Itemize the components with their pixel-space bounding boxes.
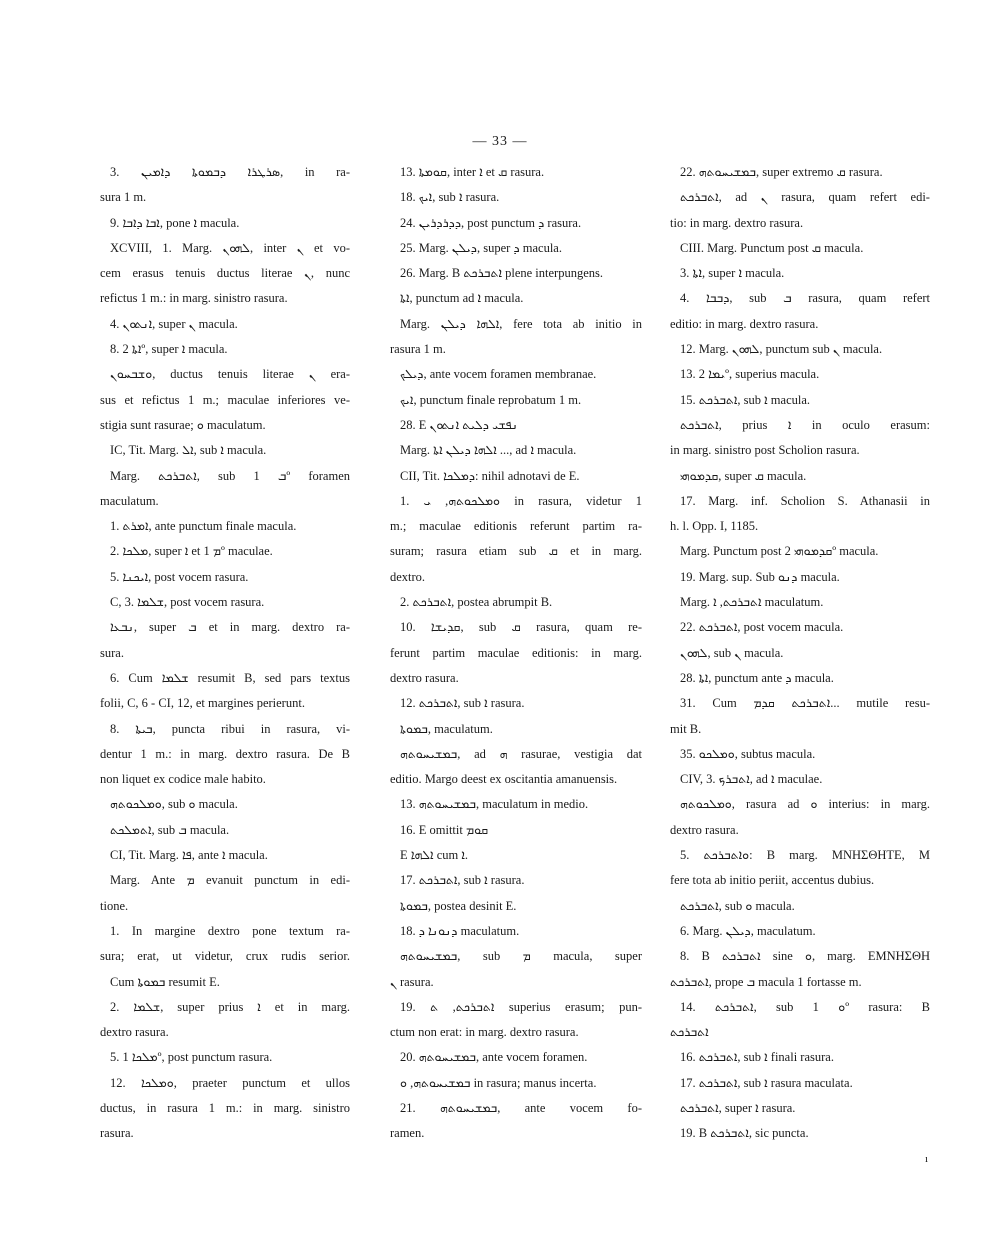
text-line: 16. E omittit ܩܘܡ [400, 822, 489, 837]
text-line: 6. Marg. ܕܝܠܢ, maculatum. [680, 923, 816, 938]
text-line: CIV, 3. ܐܬܒܪܟ, ad ܐ maculae. [680, 772, 823, 787]
text-line: sus et refictus 1 m.; maculae inferiores ve- [100, 392, 350, 407]
text-line: ܐܬܒܪܟܬ, super ܐ rasura. [680, 1100, 796, 1115]
text-line: dextro rasura. [100, 1025, 169, 1040]
text-line: 1. ܐܡܪܬ, ante punctum finale macula. [110, 519, 297, 534]
text-line: ܐܬܒܪܟܬ [670, 1025, 709, 1040]
text-line: IC, Tit. Marg. ܐܠ, sub ܐ macula. [110, 443, 267, 458]
text-line: sura; erat, ut videtur, crux rudis serior. [100, 949, 350, 964]
page-number: — 33 — [472, 134, 528, 149]
text-line: dextro rasura. [390, 670, 459, 685]
text-line: 17. ܐܬܒܪܟܬ, sub ܐ rasura. [400, 873, 525, 888]
text-line: cem erasus tenuis ductus literae ܢ, nunc [100, 266, 350, 281]
text-line: 8. B ܐܬܒܪܟܬ sine ܘ, marg. ΕΜΝΗΣΘΗ [680, 949, 930, 964]
text-line: Marg. ܐܬܒܪܟܬ, ܐ maculatum. [680, 595, 824, 610]
text-line: Marg. Punctum post ܩܕܡܘܗܝ 2º macula. [680, 544, 879, 559]
text-line: 24. ܕܕܪܕܪܝܢ, post punctum ܕ rasura. [400, 215, 582, 230]
text-line: sura. [100, 645, 124, 660]
text-line: ܐܬܒܪܟܬ, prius ܐ in oculo erasum: [680, 417, 930, 432]
text-line: suram; rasura etiam sub ܩ et in marg. [390, 544, 642, 559]
text-line: ܘܡܠܟܘܬܗ, sub ܘ macula. [110, 797, 238, 812]
text-line: 25. Marg. ܕܝܠܢ, super ܕ macula. [400, 240, 562, 255]
text-line: CIII. Marg. Punctum post ܩ macula. [680, 240, 864, 255]
text-line: 18. ܕܢܘܢܐ ܕ maculatum. [400, 923, 520, 938]
text-line: Marg. ܐܠܗܐ ܕܝܠܢ, fere tota ab initio in [400, 316, 642, 331]
text-line: ramen. [390, 1126, 425, 1141]
text-line: 8. ܒܝܬܐ, puncta ribui in rasura, vi- [110, 721, 350, 736]
text-line: ܒܡܘܬܐ, postea desinit E. [400, 898, 517, 913]
text-line: 1. In margine dextro pone textum ra- [110, 923, 350, 938]
text-line: ܐܬܡܠܟܬ, sub ܒ macula. [110, 822, 230, 837]
text-line: 35. ܘܡܠܟܘ, subtus macula. [680, 746, 816, 761]
text-line: Cum ܒܡܘܬܐ resumit E. [110, 974, 220, 989]
text-line: 17. ܐܬܒܪܟܬ, sub ܐ rasura maculata. [680, 1075, 853, 1090]
text-line: 1. ܘܡܠܟܘܬܗ, ܝ in rasura, videtur 1 [400, 493, 642, 508]
text-line: non liquet ex codice male habito. [100, 772, 266, 787]
text-line: ductus, in rasura 1 m.: in marg. sinistro [100, 1100, 350, 1115]
text-line: 13. ܩܘܡܬܐ, inter ܐ et ܩ rasura. [400, 165, 545, 179]
text-line: 6. Cum ܫܠܡܐ resumit B, sed pars textus [110, 670, 350, 685]
text-line: 17. Marg. inf. Scholion S. Athanasii in [680, 493, 930, 508]
text-line: tio: in marg. dextro rasura. [670, 215, 804, 230]
text-line: 4. ܕܒܒܐ, sub ܒ rasura, quam refert [680, 291, 930, 306]
text-line: ܐܬܒܪܟܬ, prope ܒ macula 1 fortasse m. [670, 974, 862, 989]
text-line: dextro. [390, 569, 426, 584]
text-line: 13. ܒܡܫܝܚܘܬܗ, maculatum in medio. [400, 797, 589, 812]
text-line: 12. ܘܡܠܟܐ, praeter punctum et ullos [110, 1075, 350, 1090]
text-line: ܠܗܘܢ, sub ܢ macula. [680, 645, 784, 660]
text-line: 13. ܝܡܐ 2º, superius macula. [680, 367, 820, 382]
text-line: editio. Margo deest ex oscitantia amanuensis. [390, 772, 618, 787]
text-line: 18. ܐܝܟ, sub ܐ rasura. [400, 190, 500, 205]
text-line: 2. ܡܠܟܐ, super ܐ et ܡ 1º maculae. [110, 544, 273, 559]
text-line: 19. Marg. sup. Sub ܕܢܘ macula. [680, 569, 840, 584]
text-line: h. l. Opp. I, 1185. [670, 519, 759, 534]
text-line: 4. ܐܢܬܘܢ, super ܢ macula. [110, 316, 238, 331]
text-line: ܘܡܠܟܘܬܗ, rasura ad ܘ interius: in marg. [680, 797, 930, 812]
column-right [670, 160, 930, 1147]
text-line: rasura. [100, 1126, 134, 1141]
text-line: ctum non erat: in marg. dextro rasura. [390, 1025, 579, 1040]
text-line: ܕܝܠܟ, ante vocem foramen membranae. [400, 367, 597, 382]
text-line: rasura 1 m. [390, 342, 446, 357]
text-line: XCVIII, 1. Marg. ܠܗܘܢ, inter ܢ et vo- [110, 240, 350, 255]
text-line: Marg. ܐܠܗܐ ܕܝܠܢ ܐܬܐ ..., ad ܐ macula. [400, 443, 577, 458]
text-line: fere tota ab initio periit, accentus dubius. [670, 873, 875, 888]
text-line: 5. ܐܝܟܢܐ, post vocem rasura. [110, 569, 249, 584]
text-line: sura 1 m. [100, 190, 147, 205]
text-line: ܢܒܥܐ, super ܒ et in marg. dextro ra- [110, 620, 350, 635]
text-line: Marg. Ante ܡ evanuit punctum in edi- [110, 873, 350, 888]
text-line: ܐܝܟ, punctum finale reprobatum 1 m. [400, 392, 582, 407]
stray-mark: ı [925, 1153, 929, 1165]
text-line: 9. ܐܒܐ ܕܐܒܐ, pone ܐ macula. [110, 215, 240, 230]
text-line: 31. Cum ܐܬܒܪܟܬ ܩܕܡ... mutile resu- [680, 696, 930, 711]
text-line: 16. ܐܬܒܪܟܬ, sub ܐ finali rasura. [680, 1050, 834, 1065]
text-line: ܒܡܫܝܚܘܬܗ, sub ܡ macula, super [400, 949, 642, 964]
text-line: 28. E ܢܦܫܝ ܕܠܝܬ ܐܢܬܘܢ [400, 417, 518, 432]
text-line: stigia sunt rasurae; ܘ maculatum. [100, 417, 266, 432]
text-line: 19. B ܐܬܒܪܟܬ, sic puncta. [680, 1126, 809, 1141]
text-line: 19. ܐܬܒܪܟܬ, ܬ superius erasum; pun- [400, 999, 642, 1014]
text-line: 5. ܘܐܬܒܪܟܬ: B marg. ΜΝΗΣΘΗΤΕ, Μ [680, 848, 930, 863]
text-line: dentur 1 m.: in marg. dextro rasura. De B [100, 746, 350, 761]
text-line: ܒܡܫܝܚܘܬܗ, ܘ in rasura; manus incerta. [400, 1075, 597, 1090]
text-line: ܘܫܒܚܘܢ, ductus tenuis literae ܢ era- [110, 367, 350, 382]
text-line: ܐܬܐ, punctum ad ܐ macula. [400, 291, 524, 306]
text-line: 14. ܐܬܒܪܟܬ, sub ܘ 1º rasura: B [680, 999, 930, 1014]
text-line: ܐܬܒܪܟܬ, ad ܢ rasura, quam refert edi- [680, 190, 930, 205]
text-line: ferunt partim maculae editionis: in marg. [390, 645, 642, 660]
text-line: 21. ܒܡܫܝܚܘܬܗ, ante vocem fo- [400, 1100, 642, 1115]
text-line: ܒܡܘܬܐ, maculatum. [400, 721, 493, 736]
text-line: maculatum. [100, 493, 159, 508]
column-left [100, 160, 350, 1147]
text-line: refictus 1 m.: in marg. sinistro rasura. [100, 291, 288, 306]
text-line: in marg. sinistro post Scholion rasura. [670, 443, 860, 458]
text-line: ܩܕܡܘܗܝ, super ܩ macula. [680, 468, 807, 483]
text-line: ܢ rasura. [390, 974, 434, 989]
text-line: 15. ܐܬܒܪܟܬ, sub ܐ macula. [680, 392, 811, 407]
text-line: 2. ܐܬܒܪܟܬ, postea abrumpit B. [400, 595, 553, 610]
text-line: 22. ܒܡܫܝܚܘܬܗ, super extremo ܩ rasura. [680, 165, 883, 179]
text-line: tione. [100, 898, 129, 913]
text-line: E ܐܠܗܐ cum ܐ. [400, 848, 468, 863]
text-line: mit B. [670, 721, 702, 736]
text-line: 12. ܐܬܒܪܟܬ, sub ܐ rasura. [400, 696, 525, 711]
text-line: 26. Marg. B ܐܬܒܪܟܬ plene interpungens. [400, 266, 603, 281]
text-line: ܒܡܫܝܚܘܬܗ, ad ܗ rasurae, vestigia dat [400, 746, 642, 761]
text-line: ܐܬܒܪܟܬ, sub ܘ macula. [680, 898, 795, 913]
text-line: 22. ܐܬܒܪܟܬ, post vocem macula. [680, 620, 844, 635]
text-line: 20. ܒܡܫܝܚܘܬܗ, ante vocem foramen. [400, 1050, 588, 1065]
text-line: folii, C, 6 - CI, 12, et margines perierunt. [100, 696, 305, 711]
text-line: dextro rasura. [670, 822, 739, 837]
text-line: CI, Tit. Marg. ܦܐ, ante ܐ macula. [110, 848, 268, 863]
text-line: editio: in marg. dextro rasura. [670, 316, 819, 331]
text-line: 12. Marg. ܠܗܘܢ, punctum sub ܢ macula. [680, 342, 883, 357]
text-line: 2. ܫܠܡܐ, super prius ܐ et in marg. [110, 999, 350, 1014]
column-middle [390, 160, 642, 1147]
text-line: m.; maculae editionis referunt partim ra- [390, 519, 642, 534]
text-line: 5. ܡܠܟܐ 1º, post punctum rasura. [110, 1050, 273, 1065]
text-line: 10. ܩܕܝܫܐ, sub ܩ rasura, quam re- [400, 620, 642, 635]
text-line: C, 3. ܫܠܡܐ, post vocem rasura. [110, 595, 265, 610]
text-line: 3. ܐܬܐ, super ܐ macula. [680, 266, 785, 281]
text-line: Marg. ܐܬܒܪܟܬ, sub ܒ 1º foramen [110, 468, 350, 483]
text-line: CII, Tit. ܕܡܠܟܐ: nihil adnotavi de E. [400, 468, 580, 483]
text-line: 3. ܣܪܛܪܐ ܕܒܡܘܬܐ ܕܐܡܝܢ, in ra- [110, 165, 350, 179]
text-line: 8. ܐܬܐ 2º, super ܐ macula. [110, 342, 228, 357]
text-line: 28. ܐܬܐ, punctum ante ܕ macula. [680, 670, 834, 685]
